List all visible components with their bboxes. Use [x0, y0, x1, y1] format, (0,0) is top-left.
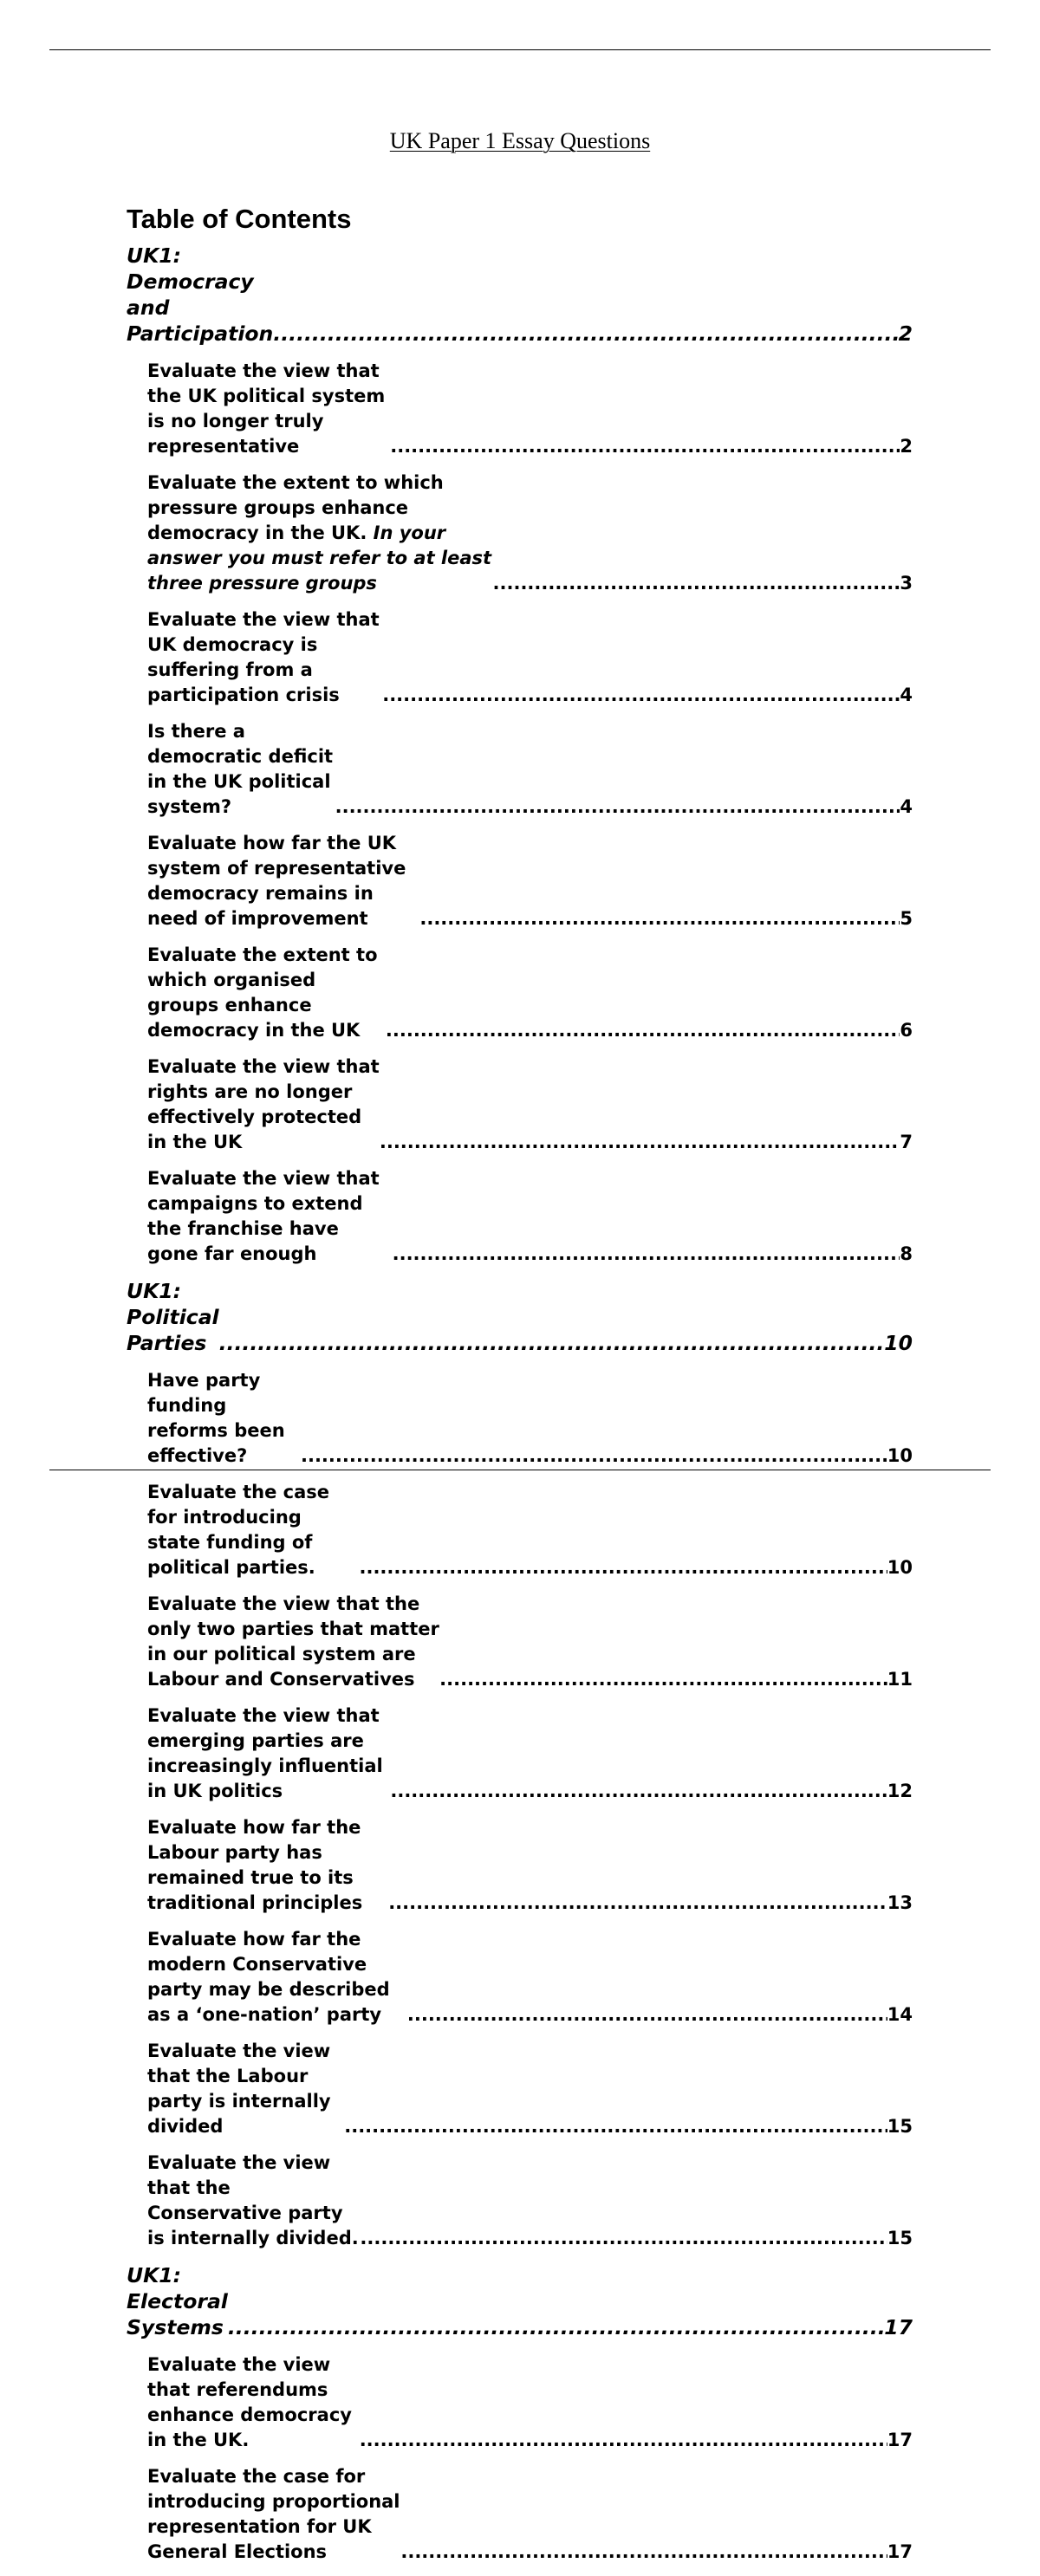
toc-entry-title: Have party funding reforms been effective?	[147, 1370, 285, 1466]
toc-entry-link[interactable]	[127, 2151, 913, 2251]
dot-leader	[388, 1891, 887, 1916]
toc-page-number: 7	[900, 1132, 913, 1152]
toc-entry-text	[147, 1592, 439, 1692]
toc-entry-title: Evaluate the view that referendums enhance democracy in the UK.	[147, 2354, 352, 2450]
dot-leader	[393, 1242, 900, 1267]
toc-page-number: 2	[900, 436, 913, 457]
toc-entry-title: Evaluate the view that the only two parties that matter in our political system are Labour and Conservatives	[147, 1593, 439, 1690]
dot-leader	[273, 321, 898, 347]
toc-entry-title: Evaluate the view that the Labour party is internally divided	[147, 2041, 331, 2137]
toc-entry-text	[147, 1815, 388, 1916]
toc-entry-text	[147, 1054, 380, 1155]
toc-section-link[interactable]	[127, 243, 913, 347]
dot-leader	[390, 434, 900, 459]
toc-entry-text	[147, 470, 493, 596]
dot-leader	[390, 1779, 887, 1804]
toc-page-number: 17	[884, 2315, 913, 2339]
dot-leader	[419, 906, 900, 931]
toc-page-number: 4	[900, 796, 913, 817]
toc-page-number: 8	[900, 1243, 913, 1264]
dot-leader	[360, 2226, 887, 2251]
toc-entry-link[interactable]	[127, 359, 913, 459]
toc-entry-link[interactable]	[127, 607, 913, 708]
toc-entry-text	[147, 2151, 360, 2251]
toc-entry-title: Evaluate the case for introducing proportional representation for UK General Elections	[147, 2466, 400, 2562]
document-title-text: UK Paper 1 Essay Questions	[389, 128, 651, 153]
toc-entry-text	[147, 1480, 360, 1580]
toc-entry-link[interactable]	[127, 2464, 913, 2565]
toc-entry-link[interactable]	[127, 1927, 913, 2028]
toc-section-link[interactable]	[127, 1278, 913, 1356]
toc-entry-link[interactable]	[127, 1703, 913, 1804]
dot-leader	[219, 1330, 885, 1356]
toc-page-number: 13	[887, 1892, 913, 1913]
toc-entry-text	[147, 2039, 344, 2139]
toc-page-number: 4	[900, 685, 913, 705]
toc-entry-note: In your answer you must refer to at least three pressure groups	[147, 522, 492, 594]
toc-page-number: 15	[887, 2228, 913, 2248]
toc-entry-text	[147, 359, 390, 459]
dot-leader	[439, 1667, 887, 1692]
toc-section-title: UK1: Political Parties	[127, 1279, 219, 1355]
toc-page-number: 11	[887, 1669, 913, 1690]
toc-page-number: 14	[887, 2004, 913, 2025]
toc-entry-link[interactable]	[127, 470, 913, 596]
toc-entry-title: Is there a democratic deficit in the UK political system?	[147, 721, 334, 817]
dot-leader	[380, 1130, 900, 1155]
toc-entry-text	[147, 2352, 360, 2453]
toc-page-number: 5	[900, 908, 913, 929]
toc-entry-link[interactable]	[127, 1480, 913, 1580]
toc-entry-title: Evaluate the extent to which pressure groups enhance democracy in the UK.	[147, 472, 444, 543]
toc-page-number: 17	[887, 2430, 913, 2450]
header-rule	[49, 49, 991, 50]
dot-leader	[301, 1444, 887, 1469]
dot-leader	[228, 2314, 884, 2340]
toc-page-number: 12	[887, 1781, 913, 1801]
dot-leader	[360, 2428, 887, 2453]
toc-section-title: UK1: Democracy and Participation	[127, 243, 274, 346]
toc-entry-link[interactable]	[127, 2039, 913, 2139]
toc-entry-link[interactable]	[127, 831, 913, 931]
toc-entry-link[interactable]	[127, 719, 913, 820]
toc-page-number: 10	[887, 1445, 913, 1466]
dot-leader	[400, 2540, 887, 2565]
toc-entry-title: Evaluate the view that the Conservative party is internally divided.	[147, 2152, 359, 2248]
toc-entry-title: Evaluate the view that campaigns to extend the franchise have gone far enough	[147, 1168, 380, 1264]
toc-entry-link[interactable]	[127, 1815, 913, 1916]
toc-section-title: UK1: Electoral Systems	[127, 2263, 228, 2339]
dot-leader	[493, 571, 900, 596]
toc-entry-text	[147, 719, 335, 820]
toc-entry-title: Evaluate the view that the UK political system is no longer truly representative	[147, 360, 386, 457]
toc-page-number: 6	[900, 1020, 913, 1041]
toc-heading: Table of Contents	[127, 204, 352, 234]
toc-entry-text	[147, 1927, 407, 2028]
toc-entry-text	[147, 607, 382, 708]
toc-entry-title: Evaluate the view that emerging parties are increasingly influential in UK politics	[147, 1705, 383, 1801]
toc-entry-text	[147, 1368, 301, 1469]
toc-entry-text	[147, 831, 419, 931]
toc-entry-title: Evaluate how far the modern Conservative party may be described as a ‘one-nation’ party	[147, 1929, 390, 2025]
toc-entry-title: Evaluate how far the UK system of representative democracy remains in need of improvement	[147, 833, 406, 929]
toc-entry-title: Evaluate the extent to which organised groups enhance democracy in the UK	[147, 944, 378, 1041]
toc-page-number: 10	[887, 1557, 913, 1578]
toc-entry-link[interactable]	[127, 1054, 913, 1155]
toc-page-number: 15	[887, 2116, 913, 2137]
toc-page-number: 17	[887, 2541, 913, 2562]
toc-entry-title: Evaluate the case for introducing state funding of political parties.	[147, 1482, 330, 1578]
dot-leader	[360, 1555, 887, 1580]
toc-section-link[interactable]	[127, 2262, 913, 2340]
toc-entry-title: Evaluate the view that UK democracy is suffering from a participation crisis	[147, 609, 380, 705]
toc-entry-title: Evaluate how far the Labour party has remained true to its traditional principles	[147, 1817, 363, 1913]
toc-entry-text	[147, 1703, 390, 1804]
table-of-contents	[127, 243, 913, 2576]
toc-page-number: 10	[884, 1331, 913, 1355]
toc-entry-text	[147, 2464, 400, 2565]
toc-page-number: 2	[898, 321, 913, 346]
toc-entry-text	[147, 1166, 393, 1267]
toc-entry-link[interactable]	[127, 1368, 913, 1469]
document-title	[0, 127, 1040, 156]
toc-entry-link[interactable]	[127, 1166, 913, 1267]
toc-entry-link[interactable]	[127, 2352, 913, 2453]
toc-entry-link[interactable]	[127, 943, 913, 1043]
dot-leader	[386, 1018, 900, 1043]
dot-leader	[344, 2114, 887, 2139]
toc-entry-link[interactable]	[127, 1592, 913, 1692]
toc-page-number: 3	[900, 573, 913, 594]
dot-leader	[335, 795, 900, 820]
dot-leader	[382, 683, 900, 708]
toc-entry-text	[147, 943, 386, 1043]
dot-leader	[407, 2002, 887, 2028]
toc-entry-title: Evaluate the view that rights are no longer effectively protected in the UK	[147, 1056, 380, 1152]
